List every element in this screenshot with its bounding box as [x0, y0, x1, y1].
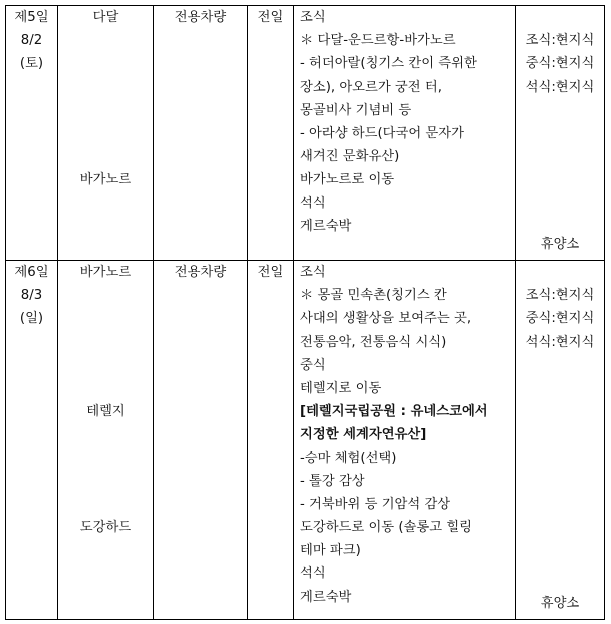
activity-line: 테렐지로 이동: [300, 380, 382, 396]
meal-lunch: 중식:현지식: [525, 311, 595, 327]
meals-cell: [516, 6, 605, 261]
activity-line: 석식: [300, 566, 326, 582]
activity-line: 게르숙박: [300, 218, 352, 234]
itinerary-table: [5, 5, 605, 620]
activity-line: 게르숙박: [300, 589, 352, 605]
activity-line: 장소), 아오르가 궁전 터,: [300, 79, 442, 95]
activity-line: 몽골비사 기념비 등: [300, 102, 412, 118]
lodging: 휴양소: [540, 596, 580, 611]
day-date: 8/2: [20, 33, 43, 49]
day-label: 제6일: [14, 265, 49, 280]
schedule-type-cell: [248, 6, 294, 261]
schedule-type-cell: [248, 261, 294, 620]
day-date: 8/3: [20, 288, 43, 304]
location-cell: [58, 6, 154, 261]
day-cell: [6, 261, 58, 620]
meals-cell: [516, 261, 605, 620]
activity-line: 전통음악, 전통음식 시식): [300, 334, 447, 350]
location-name: 테렐지: [86, 404, 125, 419]
location-name: 도강하드: [79, 520, 132, 535]
activity-line: 조식: [300, 265, 326, 280]
location-cell: [58, 261, 154, 620]
activity-line: 조식: [300, 10, 326, 25]
transport: 전용차량: [174, 10, 227, 25]
day-label: 제5일: [14, 10, 49, 25]
activities-cell: [294, 261, 516, 620]
activities-cell: [294, 6, 516, 261]
activity-line: 도강하드로 이동 (솔롱고 힐링: [300, 520, 473, 536]
day-row-6: [6, 261, 605, 620]
location-name: 다달: [92, 10, 119, 25]
activity-line: ＊ 몽골 민속촌(칭기스 칸: [300, 288, 447, 304]
location-name: 바가노르: [79, 172, 132, 187]
activity-line: - 허더아랄(칭기스 칸이 즉위한: [300, 56, 477, 72]
activity-line: 중식: [300, 357, 326, 373]
activity-line-highlight: 지정한 세계자연유산]: [300, 427, 427, 443]
transport-cell: [154, 6, 248, 261]
activity-line: 새겨진 문화유산): [300, 149, 400, 165]
meal-breakfast: 조식:현지식: [525, 288, 595, 304]
activity-line: - 거북바위 등 기암석 감상: [300, 496, 451, 512]
activity-line: - 아라샹 하드(다국어 문자가: [300, 125, 464, 141]
transport-cell: [154, 261, 248, 620]
meal-dinner: 석식:현지식: [525, 79, 595, 95]
location-name: 바가노르: [79, 265, 132, 280]
transport: 전용차량: [174, 265, 227, 280]
lodging: 휴양소: [540, 237, 580, 252]
activity-line: ＊ 다달-운드르항-바가노르: [300, 33, 456, 49]
meal-breakfast: 조식:현지식: [525, 33, 595, 49]
activity-line: 석식: [300, 195, 326, 211]
schedule-type: 전일: [257, 265, 284, 280]
day-weekday: (토): [19, 56, 44, 72]
activity-line: 사대의 생활상을 보여주는 곳,: [300, 311, 472, 327]
activity-line-highlight: [테렐지국립공원 : 유네스코에서: [300, 404, 488, 420]
day-weekday: (일): [19, 311, 44, 327]
activity-line: 테마 파크): [300, 543, 361, 559]
activity-line: 바가노르로 이동: [300, 172, 395, 188]
meal-lunch: 중식:현지식: [525, 56, 595, 72]
activity-line: -승마 체험(선택): [300, 450, 397, 466]
schedule-type: 전일: [257, 10, 284, 25]
day-cell: [6, 6, 58, 261]
day-row-5: [6, 6, 605, 261]
meal-dinner: 석식:현지식: [525, 334, 595, 350]
activity-line: - 톨강 감상: [300, 473, 365, 489]
